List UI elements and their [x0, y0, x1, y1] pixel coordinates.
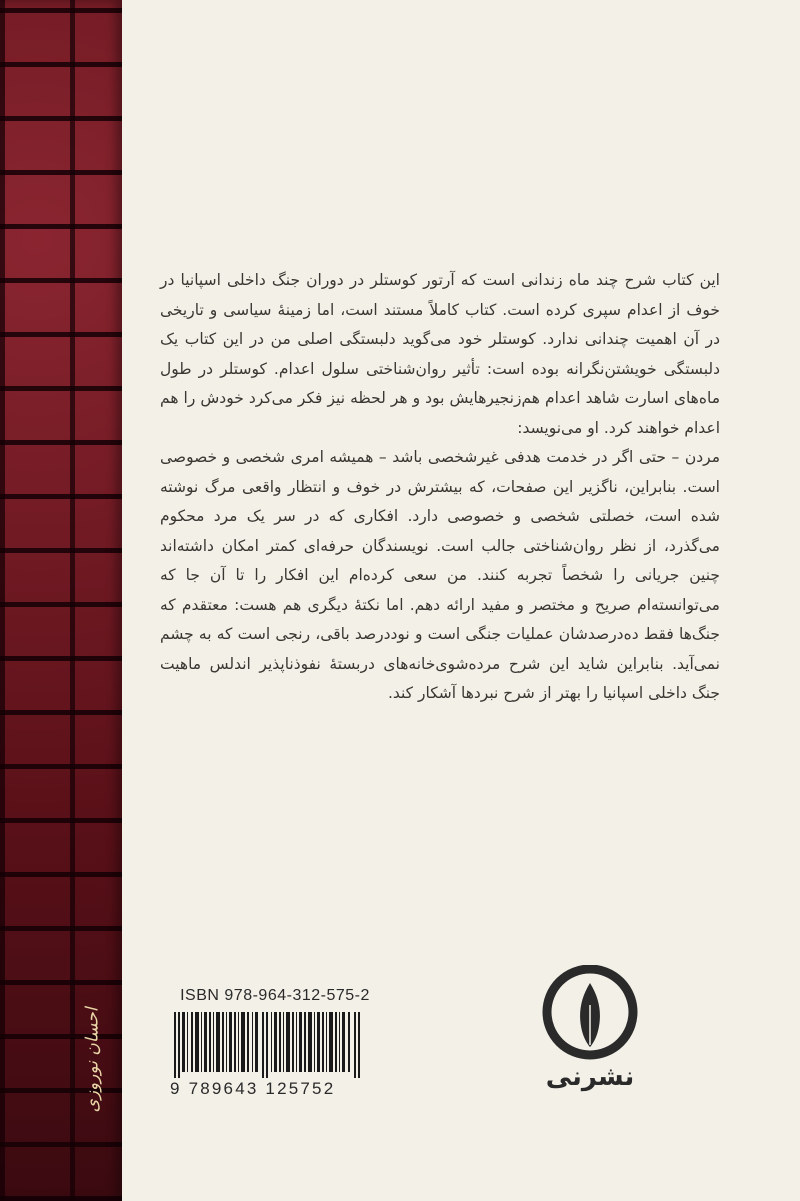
- publisher-name: نشرنی: [545, 1062, 635, 1092]
- isbn-label: ISBN 978-964-312-575-2: [180, 987, 370, 1004]
- blurb-paragraph-quote: مردن – حتی اگر در خدمت هدفی غیرشخصی باشد – همیشه امری شخصی و خصوصی است. بنابراین، ناگزیر این صفحات، که بیشترش در خوف و انتظار واقعی مرگ نوشته شده است، خصلتی شخصی و خصوصی دارد. افکاری که در سر یک مرد محکوم می‌گذرد، از نظر روان‌شناختی جالب است. نویسندگان حرفه‌ای کمتر امکان داشته‌اند چنین جریانی را شخصاً تجربه کنند. من سعی کرده‌ام این افکار را تا آن جا که می‌توانسته‌ام صریح و مختصر و مفید ارائه دهم. اما نکتهٔ دیگری هم هست: معتقدم که جنگ‌ها فقط ده‌درصدشان عملیات جنگی است و نوددرصد باقی، رنجی است که به چشم نمی‌آید. بنابراین شاید این شرح مرده‌شوی‌خانه‌های دربستهٔ نفوذناپذیر اندلس ماهیت جنگ داخلی اسپانیا را بهتر از شرح نبردها آشکار کند.: [160, 448, 720, 702]
- spine-signature-text: احسان نوروزی: [82, 1007, 103, 1113]
- blurb-paragraph-intro: این کتاب شرح چند ماه زندانی است که آرتور کوستلر در دوران جنگ داخلی اسپانیا در خوف از اعدام سپری کرده است. کتاب کاملاً مستند است، اما زمینهٔ سیاسی و تاریخی در آن اهمیت چندانی ندارد. کوستلر خود می‌گوید دلبستگی اصلی من در این کتاب یک دلبستگی خویشتن‌نگرانه بوده است: تأثیر روان‌شناختی سلول اعدام. کوستلر در طول ماه‌های اسارت شاهد اعدام هم‌زنجیرهایش بود و هر لحظه نیز فکر می‌کرد خودش را هم اعدام خواهند کرد. او می‌نویسد:: [160, 271, 720, 437]
- barcode-icon: [170, 1012, 370, 1078]
- spine-signature: [72, 985, 112, 1135]
- barcode-digits: 9 789643 125752: [170, 1079, 336, 1098]
- publisher-logo-icon: [540, 965, 640, 1060]
- blurb-text: [160, 266, 720, 709]
- spine-brick-texture: [0, 0, 122, 1201]
